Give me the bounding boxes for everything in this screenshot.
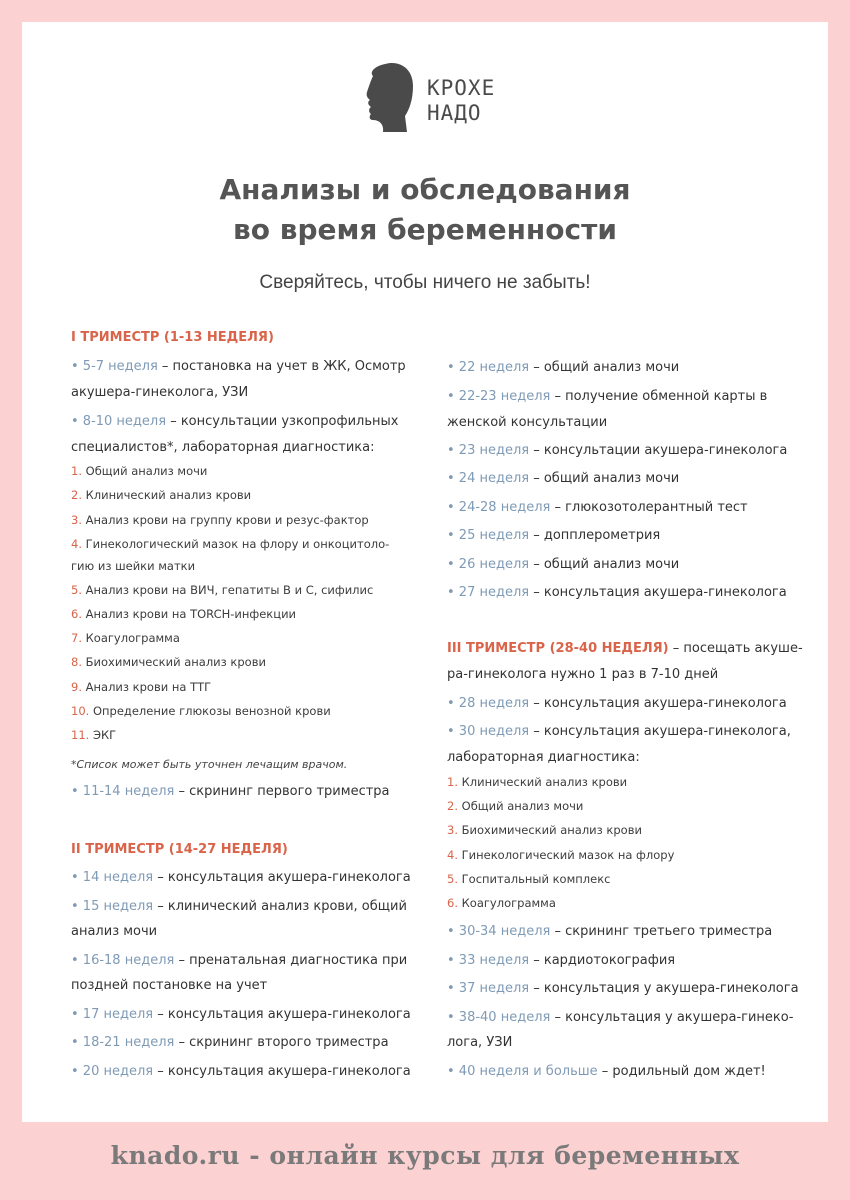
list-item xyxy=(71,359,406,374)
footer-link[interactable]: knado.ru - онлайн курсы для беременных xyxy=(110,1141,740,1170)
list-item: • 37 неделя – консультация у акушера-гинеколога xyxy=(447,981,799,996)
list-item: • 18-21 неделя – скрининг второго триместра xyxy=(71,1035,389,1050)
list-item: • 24 неделя – общий анализ мочи xyxy=(447,471,680,486)
baby-silhouette-icon xyxy=(365,60,417,136)
numbered-item: 1. Клинический анализ крови xyxy=(447,775,628,789)
item-text-cont: лога, УЗИ xyxy=(447,1035,513,1050)
subtitle: Сверяйтесь, чтобы ничего не забыть! xyxy=(259,272,591,293)
list-item: • 20 неделя – консультация акушера-гинеколога xyxy=(71,1064,411,1079)
logo-text xyxy=(427,76,495,126)
list-item: • 22 неделя – общий анализ мочи xyxy=(447,360,680,375)
trimester-3-heading-cont: ра-гинеколога нужно 1 раз в 7-10 дней xyxy=(447,667,719,682)
list-item: • 38-40 неделя – консультация у акушера-гинеко- xyxy=(447,1010,794,1025)
week-label: • 5-7 неделя xyxy=(71,359,158,374)
item-text-cont: женской консультации xyxy=(447,415,608,430)
item-text-cont: лабораторная диагностика: xyxy=(447,750,640,765)
numbered-item: 5. Анализ крови на ВИЧ, гепатиты В и С, сифилис xyxy=(71,583,374,597)
page-title xyxy=(0,170,850,250)
item-text: – постановка на учет в ЖК, Осмотр xyxy=(157,359,406,374)
trimester-2-heading: II ТРИМЕСТР (14-27 НЕДЕЛЯ) xyxy=(71,842,288,857)
item-text-cont: анализ мочи xyxy=(71,924,158,939)
numbered-item: 4. Гинекологический мазок на флору xyxy=(447,848,675,862)
list-item: • 23 неделя – консультации акушера-гинеколога xyxy=(447,443,788,458)
numbered-item: 6. Коагулограмма xyxy=(447,896,556,910)
logo-line-1: КРОХЕ xyxy=(427,76,496,100)
title-line-1: Анализы и обследования xyxy=(219,173,631,206)
list-item: • 17 неделя – консультация акушера-гинеколога xyxy=(71,1007,411,1022)
footnote: *Список может быть уточнен лечащим врачом. xyxy=(71,758,348,771)
numbered-item: 7. Коагулограмма xyxy=(71,631,180,645)
logo xyxy=(365,60,495,136)
numbered-item: 3. Биохимический анализ крови xyxy=(447,823,642,837)
list-item xyxy=(71,414,398,429)
numbered-item: 1. Общий анализ мочи xyxy=(71,464,208,478)
numbered-item: 10. Определение глюкозы венозной крови xyxy=(71,704,331,718)
list-item: • 30-34 неделя – скрининг третьего триместра xyxy=(447,924,773,939)
list-item: • 33 неделя – кардиотокография xyxy=(447,953,676,968)
list-item: • 16-18 неделя – пренатальная диагностика при xyxy=(71,953,408,968)
trimester-3-heading: III ТРИМЕСТР (28-40 НЕДЕЛЯ) – посещать акуше- xyxy=(447,641,803,656)
item-text-cont: специалистов*, лабораторная диагностика: xyxy=(71,440,375,455)
list-item: • 14 неделя – консультация акушера-гинеколога xyxy=(71,870,411,885)
list-item: • 27 неделя – консультация акушера-гинеколога xyxy=(447,585,787,600)
numbered-item: 9. Анализ крови на ТТГ xyxy=(71,680,212,694)
numbered-item: 11. ЭКГ xyxy=(71,728,117,742)
numbered-item: 6. Анализ крови на TORCH-инфекции xyxy=(71,607,297,621)
logo-line-2: НАДО xyxy=(427,101,482,125)
item-text-cont: акушера-гинеколога, УЗИ xyxy=(71,385,249,400)
week-label: • 8-10 неделя xyxy=(71,414,167,429)
numbered-item: 5. Госпитальный комплекс xyxy=(447,872,611,886)
numbered-item: 8. Биохимический анализ крови xyxy=(71,655,266,669)
numbered-item: 2. Клинический анализ крови xyxy=(71,488,252,502)
numbered-item: 3. Анализ крови на группу крови и резус-фактор xyxy=(71,513,369,527)
list-item: • 22-23 неделя – получение обменной карты в xyxy=(447,389,768,404)
list-item: • 15 неделя – клинический анализ крови, общий xyxy=(71,899,407,914)
list-item: • 26 неделя – общий анализ мочи xyxy=(447,557,680,572)
item-text-cont: поздней постановке на учет xyxy=(71,978,268,993)
title-line-2: во время беременности xyxy=(233,213,617,246)
list-item: • 25 неделя – допплерометрия xyxy=(447,528,661,543)
list-item: • 24-28 неделя – глюкозотолерантный тест xyxy=(447,500,748,515)
list-item: • 11-14 неделя – скрининг первого триместра xyxy=(71,784,390,799)
numbered-item-cont: гию из шейки матки xyxy=(71,559,196,573)
list-item: • 28 неделя – консультация акушера-гинеколога xyxy=(447,696,787,711)
trimester-1-heading: I ТРИМЕСТР (1-13 НЕДЕЛЯ) xyxy=(71,330,274,345)
item-text: – консультации узкопрофильных xyxy=(166,414,399,429)
numbered-item: 2. Общий анализ мочи xyxy=(447,799,584,813)
numbered-item: 4. Гинекологический мазок на флору и онкоцитоло- xyxy=(71,537,390,551)
list-item: • 30 неделя – консультация акушера-гинеколога, xyxy=(447,724,791,739)
list-item: • 40 неделя и больше – родильный дом ждет! xyxy=(447,1064,766,1079)
